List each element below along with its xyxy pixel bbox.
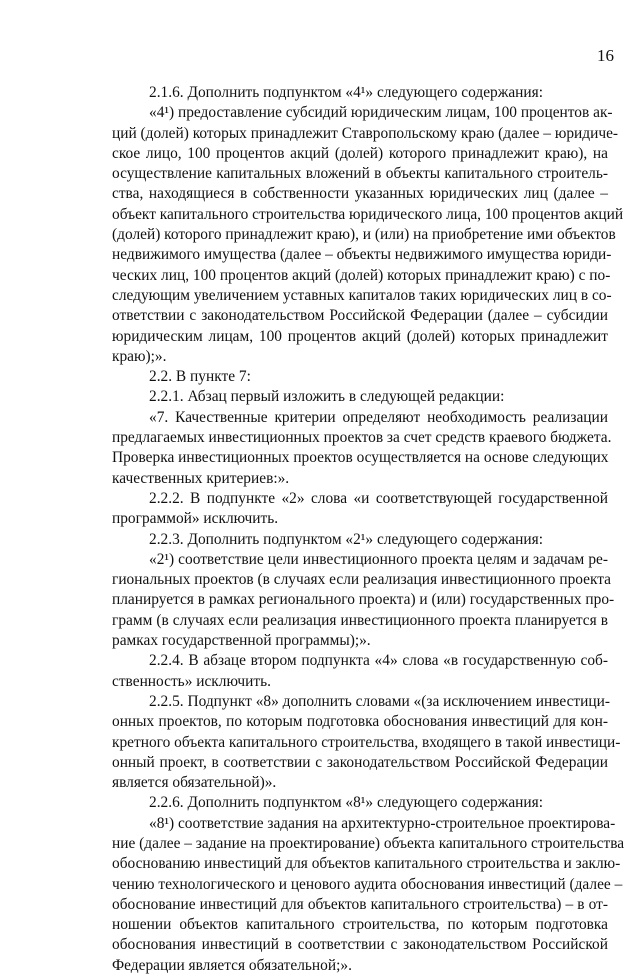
text-line: ственность» исключить. bbox=[112, 672, 271, 690]
text-line: объект капитального строительства юридического лица, 100 процентов акций bbox=[112, 205, 624, 223]
text-line: (долей) которого принадлежит краю), и (или) на приобретение ими объектов bbox=[112, 226, 616, 244]
text-line: 2.2.2. В подпункте «2» слова «и соответствующей государственной bbox=[149, 489, 608, 507]
document-body bbox=[112, 83, 625, 976]
text-line: следующим увеличением уставных капиталов таких юридических лиц в со- bbox=[112, 286, 612, 304]
text-line: онных проектов, по которым подготовка обоснования инвестиций для кон- bbox=[112, 713, 608, 731]
page-number: 16 bbox=[597, 46, 614, 65]
text-line: ношении объектов капитального строительства, по которым подготовка bbox=[112, 916, 608, 934]
text-line: 2.2.4. В абзаце втором подпункта «4» слова «в государственную соб- bbox=[149, 652, 608, 670]
text-line: чению технологического и ценового аудита обоснования инвестиций (далее – bbox=[112, 875, 623, 893]
text-line: ческих лиц, 100 процентов акций (долей) которых принадлежит краю) с по- bbox=[112, 266, 611, 284]
text-line: недвижимого имущества (далее – объекты недвижимого имущества юриди- bbox=[112, 246, 612, 264]
text-line: 2.2.6. Дополнить подпунктом «8¹» следующего содержания: bbox=[149, 794, 544, 812]
text-line: ций (долей) которых принадлежит Ставропольскому краю (далее – юридиче- bbox=[112, 124, 619, 142]
text-line: 2.2.3. Дополнить подпунктом «2¹» следующего содержания: bbox=[149, 530, 544, 548]
text-line: ответствии с законодательством Российской Федерации (далее – субсидии bbox=[112, 307, 608, 325]
text-line: грамм (в случаях если реализация инвестиционного проекта планируется в bbox=[112, 611, 608, 629]
text-line: осуществление капитальных вложений в объекты капитального строитель- bbox=[112, 165, 608, 183]
text-line: программой» исключить. bbox=[112, 510, 279, 528]
text-line: 2.2.5. Подпункт «8» дополнить словами «(за исключением инвестици- bbox=[149, 692, 610, 710]
text-line: ства, находящиеся в собственности указанных юридических лиц (далее – bbox=[112, 185, 608, 203]
text-line: «4¹) предоставление субсидий юридическим лицам, 100 процентов ак- bbox=[149, 104, 613, 122]
text-line: рамках государственной программы);». bbox=[112, 632, 371, 650]
text-line: онный проект, в соответствии с законодательством Российской Федерации bbox=[112, 753, 608, 771]
text-line: «8¹) соответствие задания на архитектурно-строительное проектирова- bbox=[149, 814, 616, 832]
text-line: ское лицо, 100 процентов акций (долей) которого принадлежит краю), на bbox=[112, 144, 608, 162]
text-line: качественных критериев:». bbox=[112, 469, 290, 487]
text-line: гиональных проектов (в случаях если реализация инвестиционного проекта bbox=[112, 571, 612, 589]
text-line: обоснования инвестиций в соответствии с законодательством Российской bbox=[112, 936, 608, 954]
text-line: Федерации является обязательной;». bbox=[112, 956, 352, 974]
text-line: планируется в рамках регионального проекта) и (или) государственных про- bbox=[112, 591, 615, 609]
text-line: 2.2.1. Абзац первый изложить в следующей редакции: bbox=[149, 388, 505, 406]
text-line: ние (далее – задание на проектирование) объекта капитального строительства bbox=[112, 834, 625, 852]
text-line: краю);». bbox=[112, 347, 167, 365]
text-line: предлагаемых инвестиционных проектов за счет средств краевого бюджета. bbox=[112, 429, 612, 447]
text-line: «2¹) соответствие цели инвестиционного проекта целям и задачам ре- bbox=[149, 550, 608, 568]
text-line: обоснование инвестиций для объектов капитального строительства) – в от- bbox=[112, 895, 608, 913]
text-line: 2.1.6. Дополнить подпунктом «4¹» следующего содержания: bbox=[149, 84, 544, 101]
text-line: юридическим лицам, 100 процентов акций (долей) которых принадлежит bbox=[112, 327, 608, 345]
text-line: 2.2. В пункте 7: bbox=[149, 368, 251, 386]
text-line: Проверка инвестиционных проектов осуществляется на основе следующих bbox=[112, 449, 609, 467]
text-line: обоснованию инвестиций для объектов капитального строительства и заклю- bbox=[112, 855, 621, 873]
text-line: «7. Качественные критерии определяют необходимость реализации bbox=[149, 408, 608, 426]
text-line: кретного объекта капитального строительства, входящего в такой инвестици- bbox=[112, 733, 621, 751]
text-line: является обязательной)». bbox=[112, 774, 277, 792]
